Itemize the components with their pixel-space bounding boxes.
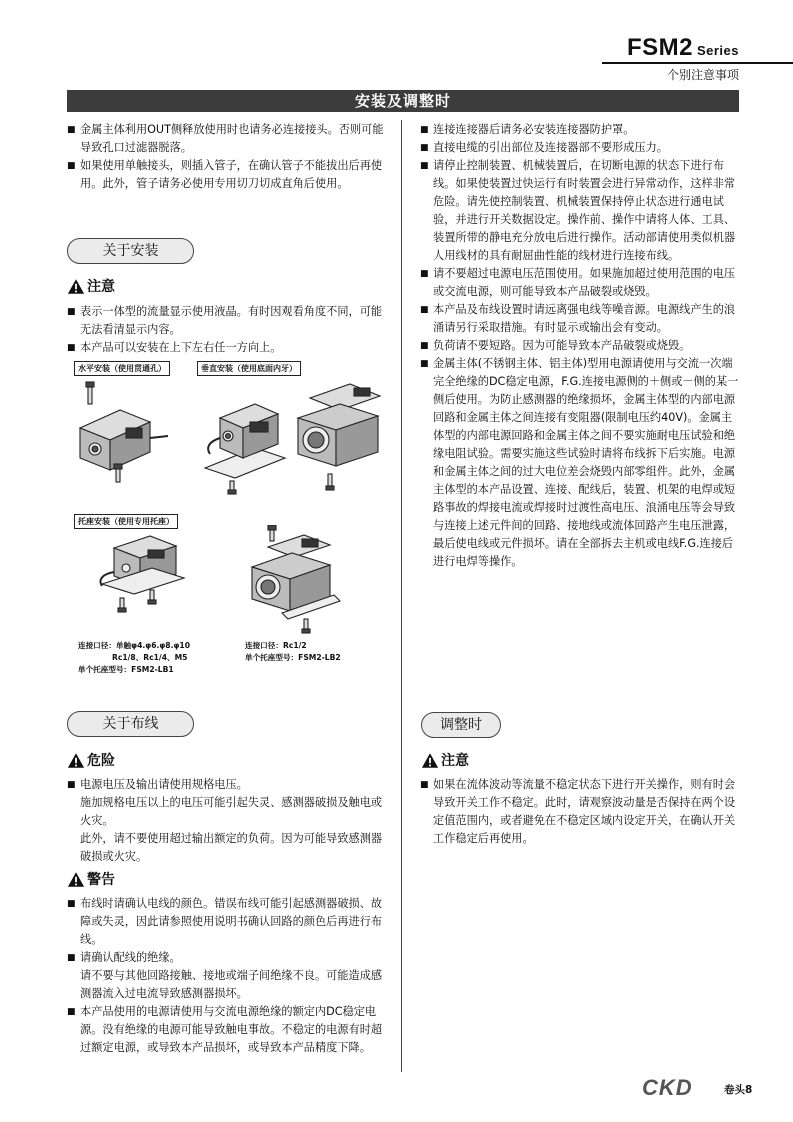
right-list <box>420 121 740 571</box>
section-banner: 安装及调整时 <box>67 90 739 112</box>
wiring-heading: 关于布线 <box>67 711 194 737</box>
page-subtitle: 个别注意事项 <box>666 68 739 82</box>
indented-text: 此外，请不要使用超过输出额定的负荷。因为可能导致感测器破损或火灾。 <box>80 832 383 863</box>
install-heading: 关于安装 <box>67 238 194 264</box>
install-list <box>67 303 385 357</box>
product-title: FSM2 Series <box>626 34 739 61</box>
horizontal-mount-illustration <box>70 378 170 488</box>
bullet-item: ■ 连接连接器后请务必安装连接器防护罩。 <box>420 121 740 139</box>
bullet-item: ■ 如果在流体波动等流量不稳定状态下进行开关操作，则有时会导致开关工作不稳定。此时，请观察波动量是否保持在两个设定值范围内，或者避免在不稳定区域内设定开关，在确认开关工作稳定后再使用。 <box>420 776 740 848</box>
bullet-item: ■ 请确认配线的绝缘。 <box>67 949 385 967</box>
warning-triangle-icon <box>67 278 85 295</box>
bullet-item: ■ 电源电压及输出请使用规格电压。 <box>67 776 385 794</box>
wiring-danger <box>67 750 115 770</box>
bullet-item: ■ 如果使用单触接头，则插入管子，在确认管子不能拔出后再使用。此外，管子请务必使用专用切刀切成直角后使用。 <box>67 157 385 193</box>
series-label: Series <box>696 43 739 58</box>
tag-horizontal-mount: 水平安装（使用贯通孔） <box>74 361 170 376</box>
ckd-logo: CKD <box>642 1075 693 1100</box>
vertical-mount-large-illustration <box>290 378 390 498</box>
bullet-item: ■ 金属主体利用OUT侧释放使用时也请务必连接接头。否则可能导致孔口过滤器脱落。 <box>67 121 385 157</box>
indented-text: 请不要与其他回路接触、接地或端子间绝缘不良。可能造成感测器流入过电流导致感测器损坏。 <box>80 969 383 1000</box>
bullet-item: ■ 本产品及布线设置时请远离强电线等噪音源。电源线产生的浪涌请另行采取措施。有时显示或输出会有变动。 <box>420 301 740 337</box>
wiring-warning <box>67 869 115 889</box>
vertical-mount-illustration <box>200 378 290 498</box>
page-number: 卷头8 <box>724 1084 753 1096</box>
bullet-item: ■ 本产品使用的电源请使用与交流电源绝缘的额定内DC稳定电源。没有绝缘的电源可能导致触电事故。不稳定的电源有时超过额定电源，或导致本产品损坏，或导致本产品精度下降。 <box>67 1003 385 1057</box>
bullet-item: ■ 请停止控制装置、机械装置后，在切断电源的状态下进行布线。如果使装置过快运行有时装置会进行异常动作，这样非常危险。请先使控制装置、机械装置保持停止状态进行通电试验，并进行开关数据设定。操作前、操作中请将人体、工具、装置所带的静电充分放电后进行操作。活动部请使用类似机器人用线材的具有耐屈曲性能的线材进行连接布线。 <box>420 157 740 265</box>
tag-bracket-mount: 托座安装（使用专用托座） <box>74 514 178 529</box>
warning-list <box>67 895 385 1057</box>
header-rule <box>602 62 793 64</box>
bracket-mount-small-illustration <box>92 528 192 618</box>
adjust-caution <box>421 750 469 770</box>
bullet-item: ■ 本产品可以安装在上下左右任一方向上。 <box>67 339 385 357</box>
tag-vertical-mount: 垂直安装（使用底面内牙） <box>197 361 301 376</box>
adjust-list <box>420 776 740 848</box>
column-divider <box>401 120 402 1072</box>
bullet-item: ■ 负荷请不要短路。因为可能导致本产品破裂或烧毁。 <box>420 337 740 355</box>
warning-label: 警告 <box>87 872 115 888</box>
bullet-item: ■ 金属主体(不锈钢主体、铝主体)型用电源请使用与交流一次端完全绝缘的DC稳定电源，F.G.连接电源侧的＋侧或－侧的某一侧后使用。为防止感测器的绝缘损坏，金属主体型的内部电源回路和金属主体之间连接有变阻器(限制电压约40V)。金属主体型的内部电源回路和金属主体之间不要实施耐电压试验和绝缘电阻试验。需要实施这些试验时请将布线拆下后实施。电源和金属主体之间的过大电位差会烧毁内部零组件。此外，金属主体型的本产品设置、连接、配线后，装置、机架的电焊或短路事故的焊接电流或焊接时过渡性高电压、浪涌电压等会导致与连接上述元件间的回路、接地线或流体回路产生电压泄露，最后使电线或元件损坏。请在全部拆去主机或电线F.G.连接后进行电焊等操作。 <box>420 355 740 571</box>
danger-label: 危险 <box>87 753 115 769</box>
adjust-heading: 调整时 <box>421 712 501 738</box>
caution-triangle-icon <box>421 752 439 769</box>
note-right: 连接口径：Rc1/2 单个托座型号：FSM2-LB2 <box>245 641 341 662</box>
indented-text: 施加规格电压以上的电压可能引起失灵、感测器破损及触电或火灾。 <box>80 796 383 827</box>
left-intro-list <box>67 121 385 193</box>
bracket-mount-large-illustration <box>242 525 342 635</box>
warning-icon <box>67 871 85 888</box>
bullet-item: ■ 表示一体型的流量显示使用液晶。有时因观看角度不同，可能无法看清显示内容。 <box>67 303 385 339</box>
caution-label: 注意 <box>87 279 115 295</box>
danger-triangle-icon <box>67 752 85 769</box>
bullet-item: ■ 直接电缆的引出部位及连接器部不要形成压力。 <box>420 139 740 157</box>
install-caution <box>67 276 115 296</box>
bullet-item: ■ 请不要超过电源电压范围使用。如果施加超过使用范围的电压或交流电源，则可能导致本产品破裂或烧毁。 <box>420 265 740 301</box>
bullet-item: ■ 布线时请确认电线的颜色。错误布线可能引起感测器破损、故障或失灵，因此请参照使用说明书确认回路的颜色后再进行布线。 <box>67 895 385 949</box>
adjust-caution-label: 注意 <box>441 753 469 769</box>
note-left: 连接口径：单触φ4.φ6.φ8.φ10 Rc1/8、Rc1/4、M5 单个托座型号：FSM2-LB1 <box>78 641 190 674</box>
danger-list <box>67 776 385 866</box>
